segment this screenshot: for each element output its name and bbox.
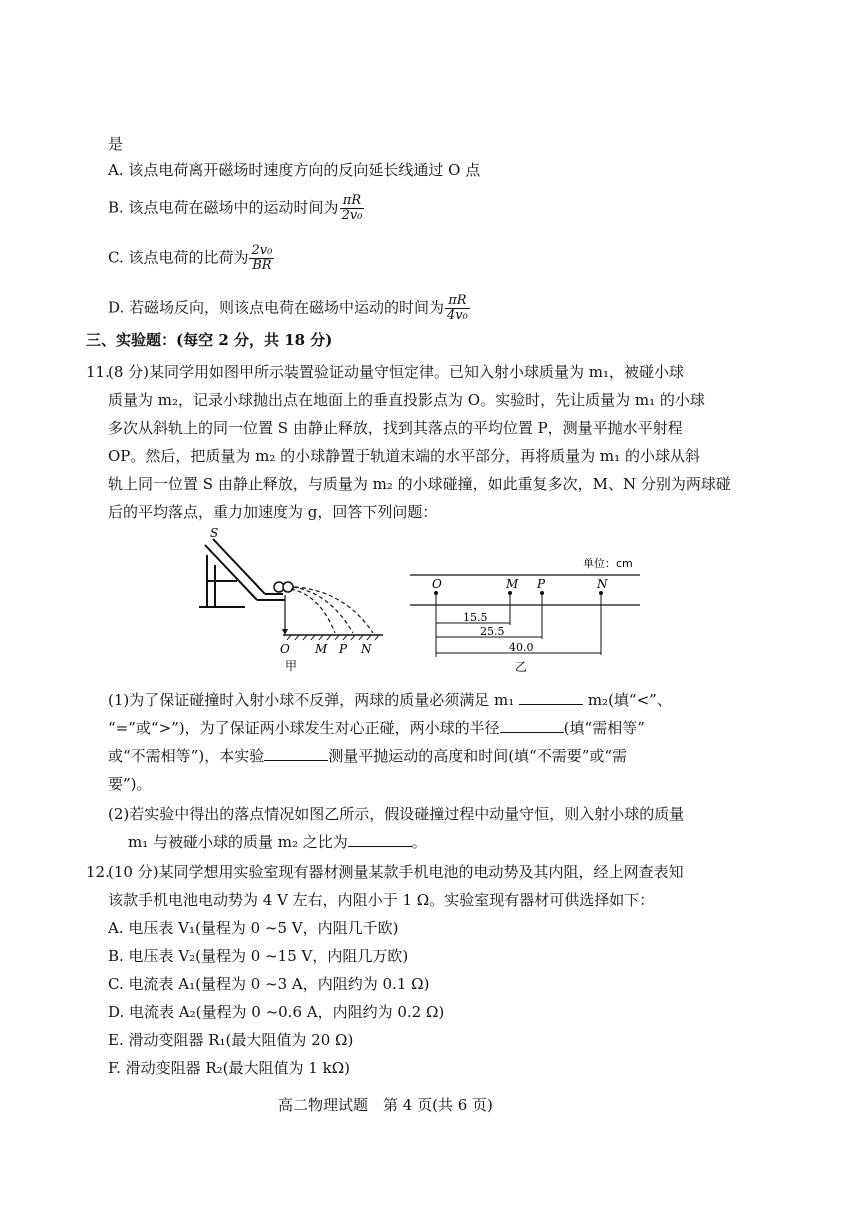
q12-text-line2: 该款手机电池电动势为 4 V 左右，内阻小于 1 Ω。实验室现有器材可供选择如下： — [108, 891, 655, 909]
q11-sub1-line4: 要”)。 — [108, 775, 152, 793]
q11-text-line1: (8 分)某同学用如图甲所示装置验证动量守恒定律。已知入射小球质量为 m₁，被碰小球 — [108, 363, 685, 381]
q12-text-line1: (10 分)某同学想用实验室现有器材测量某款手机电池的电动势及其内阻，经上网查表知 — [108, 863, 684, 881]
q10-option-d — [108, 294, 470, 323]
figure-yi-landing-points — [405, 555, 645, 675]
point-label-m: M — [506, 577, 519, 591]
q12-option-b: B. 电压表 V₂(量程为 0 ~15 V，内阻几万欧) — [108, 947, 409, 965]
q12-option-c: C. 电流表 A₁(量程为 0 ~3 A，内阻约为 0.1 Ω) — [108, 975, 430, 993]
trajectory-curves — [291, 587, 373, 633]
answer-blank-mass-ratio[interactable] — [348, 832, 412, 847]
fraction-pi-r-over-2v0: $\frac{\pi R}{\text{2v₀}}$ — [341, 193, 363, 223]
q11-sub1-line2: “=”或“>”)，为了保证两小球发生对心正碰，两小球的半径 (填“需相等” — [108, 719, 645, 737]
page-footer: 高二物理试题 第 4 页(共 6 页) — [278, 1096, 493, 1114]
fraction-pi-r-over-4v0: $\frac{\pi R}{\text{4v₀}}$ — [447, 293, 468, 323]
label-ground-m: M — [315, 642, 328, 656]
q12-option-f: F. 滑动变阻器 R₂(最大阻值为 1 kΩ) — [108, 1059, 350, 1077]
point-label-p: P — [537, 577, 546, 591]
incline-track — [199, 539, 285, 607]
label-ground-p: P — [339, 642, 348, 656]
q11-number: 11. — [86, 363, 110, 381]
answer-blank-measure[interactable] — [264, 746, 328, 761]
fraction-2v0-over-br: $\frac{\text{2v₀}}{BR}$ — [251, 243, 273, 273]
distance-op: 25.5 — [480, 625, 505, 638]
label-s: S — [210, 526, 219, 540]
q10-option-d-text: D. 若磁场反向，则该点电荷在磁场中运动的时间为 — [108, 298, 445, 317]
label-ground-o: O — [280, 642, 290, 656]
q11-text-line3: 多次从斜轨上的同一位置 S 由静止释放，找到其落点的平均位置 P，测量平抛水平射程 — [108, 419, 683, 437]
distance-on: 40.0 — [509, 641, 534, 654]
q10-option-c — [108, 244, 274, 273]
q12-number: 12. — [86, 863, 110, 881]
q10-option-a: A. 该点电荷离开磁场时速度方向的反向延长线通过 O 点 — [108, 161, 481, 179]
q12-option-a: A. 电压表 V₁(量程为 0 ~5 V，内阻几千欧) — [108, 919, 399, 937]
figure-caption-yi: 乙 — [515, 660, 528, 674]
q11-text-line2: 质量为 m₂，记录小球抛出点在地面上的垂直投影点为 O。实验时，先让质量为 m₁ 的小球 — [108, 391, 705, 409]
q12-option-e: E. 滑动变阻器 R₁(最大阻值为 20 Ω) — [108, 1031, 354, 1049]
distance-om: 15.5 — [463, 611, 488, 624]
q11-text-line5: 轨上同一位置 S 由静止释放，与质量为 m₂ 的小球碰撞，如此重复多次，M、N 分别为两球碰 — [108, 475, 731, 493]
answer-blank-radius[interactable] — [500, 718, 564, 733]
q11-sub2-line1: (2)若实验中得出的落点情况如图乙所示，假设碰撞过程中动量守恒，则入射小球的质量 — [108, 805, 685, 823]
label-ground-n: N — [361, 642, 372, 656]
q10-option-b — [108, 194, 364, 223]
q10-option-c-text: C. 该点电荷的比荷为 — [108, 248, 249, 267]
q11-sub1-line1: (1)为了保证碰撞时入射小球不反弹，两球的质量必须满足 m₁ m₂(填“<”、 — [108, 691, 672, 709]
q10-option-b-text: B. 该点电荷在磁场中的运动时间为 — [108, 198, 339, 217]
section-heading: 三、实验题：(每空 2 分，共 18 分) — [86, 331, 333, 349]
q11-sub2-line2: m₁ 与被碰小球的质量 m₂ 之比为 。 — [128, 833, 427, 851]
point-label-n: N — [597, 577, 608, 591]
answer-blank-mass-relation[interactable] — [519, 690, 583, 705]
q11-text-line6: 后的平均落点，重力加速度为 g，回答下列问题： — [108, 503, 438, 521]
figure-jia-apparatus — [195, 525, 395, 675]
q10-tail: 是 — [108, 135, 124, 153]
q12-option-d: D. 电流表 A₂(量程为 0 ~0.6 A，内阻约为 0.2 Ω) — [108, 1003, 445, 1021]
unit-label: 单位：cm — [583, 557, 633, 570]
point-label-o: O — [432, 577, 442, 591]
figure-caption-jia: 甲 — [285, 659, 298, 673]
q11-sub1-line3: 或“不需相等”)，本实验 测量平抛运动的高度和时间(填“不需要”或“需 — [108, 747, 628, 765]
q11-text-line4: OP。然后，把质量为 m₂ 的小球静置于轨道末端的水平部分，再将质量为 m₁ 的小球从斜 — [108, 447, 700, 465]
target-ball — [283, 582, 293, 592]
